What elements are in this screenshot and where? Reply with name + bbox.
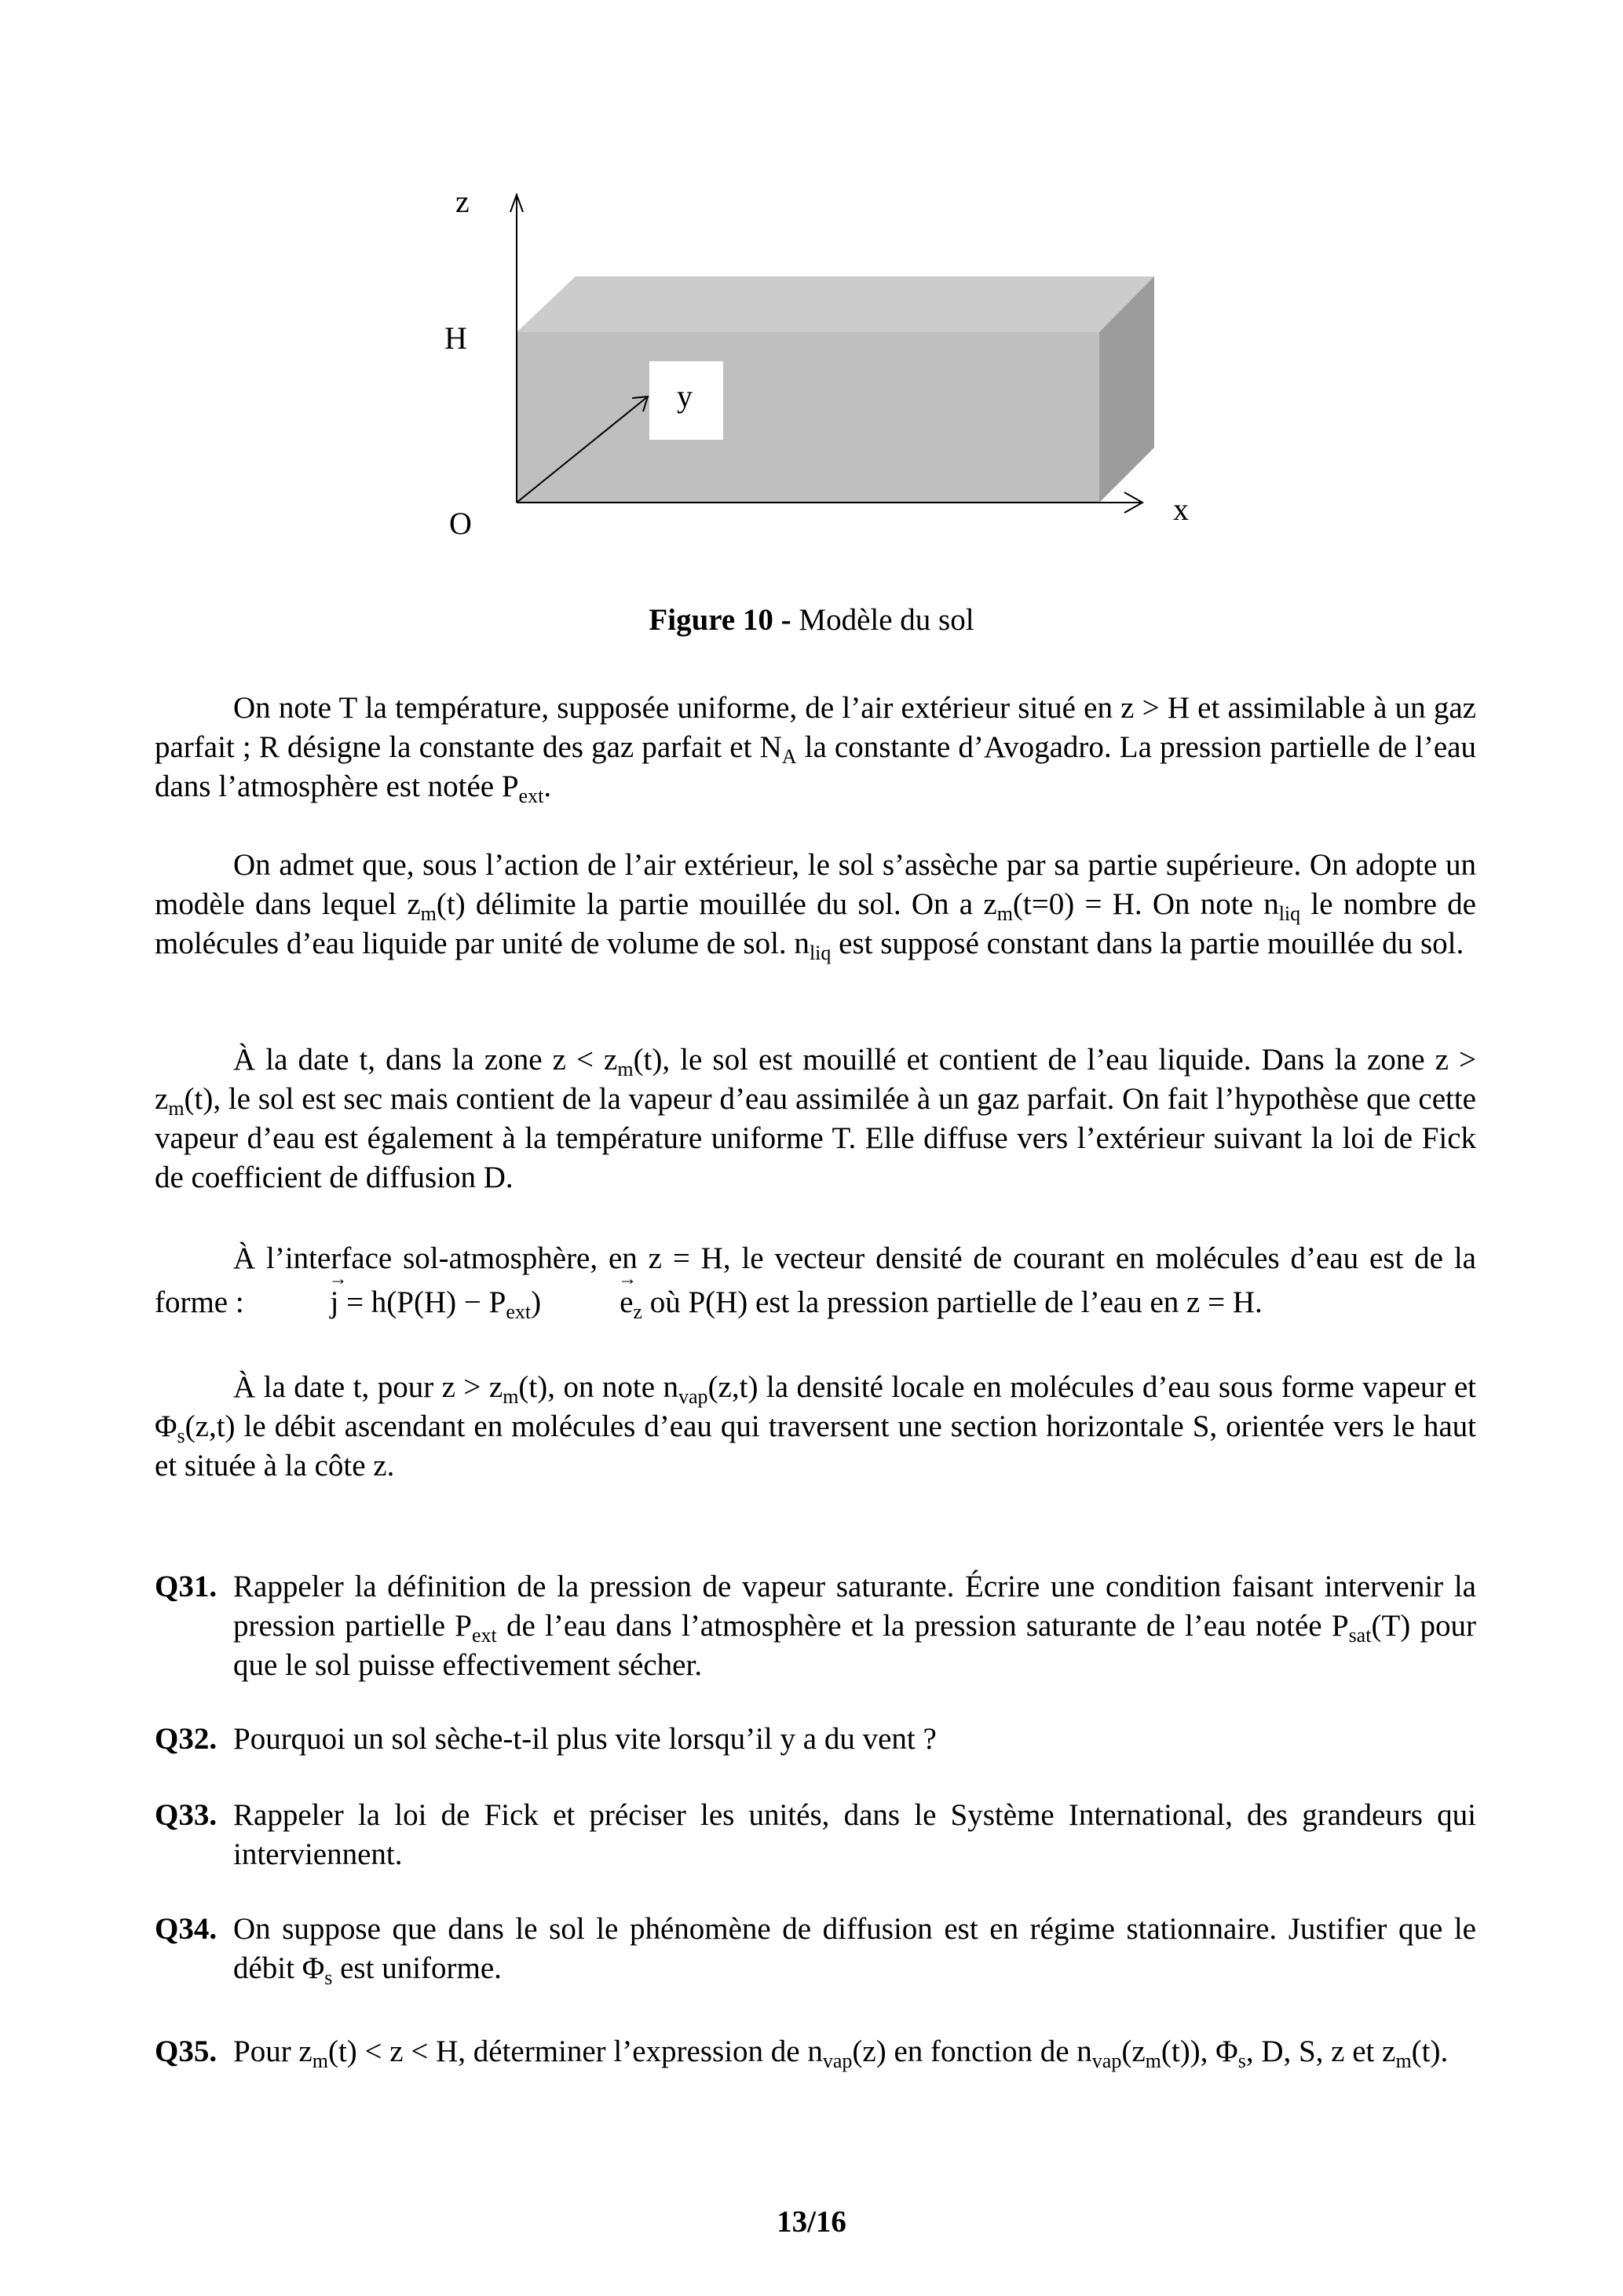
question-label: Q35. (155, 2035, 217, 2068)
text-run: . (543, 770, 552, 803)
subscript: sat (1348, 1624, 1372, 1647)
text-run: est supposé constant dans la partie mouillée du sol. (831, 927, 1464, 960)
paragraph-1 (155, 689, 1476, 806)
text-run: , D, S, z et z (1245, 2035, 1396, 2068)
subscript: s (324, 1966, 333, 1989)
text-run: = h(P(H) − P (338, 1285, 506, 1319)
subscript: m (503, 1385, 519, 1408)
text-run: On suppose que dans le sol le phénomène de diffusion est en régime stationnaire. Justifier que le débit Φ (233, 1912, 1476, 1985)
caption-number: Figure 10 - (649, 603, 791, 637)
question-label: Q31. (155, 1570, 217, 1603)
box-front-face (517, 332, 1099, 503)
subscript: m (1395, 2049, 1412, 2072)
text-run: ) (531, 1285, 542, 1319)
question-34 (155, 1910, 1476, 1988)
text-run: (t=0) = H. On note n (1012, 887, 1279, 921)
subscript: s (177, 1424, 185, 1447)
text-run: Pourquoi un sol sèche-t-il plus vite lorsqu’il y a du vent ? (233, 1722, 937, 1756)
subscript: vap (678, 1385, 708, 1408)
question-label: Q32. (155, 1722, 217, 1756)
paragraph-3 (155, 1040, 1476, 1197)
text-run: de l’eau dans l’atmosphère et la pression saturante de l’eau notée P (496, 1609, 1349, 1643)
subscript: m (420, 902, 437, 925)
paragraph-2 (155, 846, 1476, 963)
question-32 (155, 1720, 1476, 1759)
box-top-face (517, 276, 1154, 332)
text-run: (t). (1411, 2035, 1449, 2068)
subscript: liq (809, 941, 832, 964)
subscript: m (312, 2049, 328, 2072)
text-run: On admet que, sous l’action de l’air extérieur, le sol s’assèche par sa partie supérieure. On adopte un modèle dans lequel z (155, 848, 1476, 921)
caption-text: Modèle du sol (791, 603, 974, 637)
subscript: m (168, 1097, 185, 1120)
subscript: ext (471, 1624, 497, 1647)
question-text (233, 1910, 1476, 1988)
text-run: À l’interface sol-atmosphère, en z = H, le vecteur densité de courant en molécules d’eau est de la forme : (155, 1241, 1476, 1319)
text-run: (t), le sol est mouillé et contient de l’eau liquide. Dans la zone z > z (155, 1043, 1477, 1116)
subscript: vap (1091, 2049, 1122, 2072)
text-run: (z,t) le débit ascendant en molécules d’eau qui traversent une section horizontale S, orientée vers le haut et située à la côte z. (155, 1409, 1476, 1483)
text-run: On note T la température, supposée uniforme, de l’air extérieur situé en z > H et assimilable à un gaz parfait ; R désigne la constante des gaz parfait et N (155, 691, 1476, 764)
question-label: Q34. (155, 1912, 217, 1946)
text-run: où P(H) est la pression partielle de l’eau en z = H. (642, 1285, 1263, 1319)
text-run: (t), on note n (518, 1370, 679, 1404)
text-run: (z) en fonction de n (852, 2035, 1092, 2068)
vector-symbol: → j (251, 1281, 338, 1325)
text-run: (T) pour que le sol puisse effectivement sécher. (233, 1609, 1476, 1682)
subscript: ext (506, 1300, 532, 1323)
page-number: 13/16 (777, 2205, 846, 2239)
question-text (233, 1567, 1476, 1685)
subscript: m (1145, 2049, 1161, 2072)
text-run: À la date t, dans la zone z < z (233, 1043, 618, 1077)
subscript: liq (1278, 902, 1301, 925)
question-text (233, 1720, 1476, 1759)
soil-model-figure (0, 0, 1623, 565)
subscript: m (996, 902, 1013, 925)
paragraph-5 (155, 1368, 1476, 1486)
paragraph-4 (155, 1237, 1476, 1325)
label-O: O (449, 506, 472, 541)
text-run: Rappeler la loi de Fick et préciser les unités, dans le Système International, des grandeurs qui interviennent. (233, 1798, 1476, 1871)
text-run: (t), le sol est sec mais contient de la vapeur d’eau assimilée à un gaz parfait. On fait l’hypothèse que cette vapeur d’eau est également à la température uniforme T. Elle diffuse vers l’extérieur suivant la loi de Fick de coefficient de diffusion D. (155, 1082, 1476, 1194)
text-run: est uniforme. (332, 1951, 502, 1985)
text-run: (t)), Φ (1161, 2035, 1238, 2068)
text-run: Pour z (233, 2035, 313, 2068)
label-H: H (444, 320, 467, 356)
question-33 (155, 1796, 1476, 1874)
text-run: Rappeler la définition de la pression de vapeur saturante. Écrire une condition faisant intervenir la pression partielle P (233, 1570, 1476, 1643)
question-text (233, 2032, 1476, 2071)
question-31 (155, 1567, 1476, 1685)
label-y: y (677, 378, 693, 414)
subscript: s (1237, 2049, 1246, 2072)
text-run: la constante d’Avogadro. La pression partielle de l’eau dans l’atmosphère est notée P (155, 730, 1476, 803)
subscript: vap (822, 2049, 853, 2072)
text-run: (z (1121, 2035, 1146, 2068)
vector-symbol: → e (541, 1281, 633, 1325)
text-run: le nombre de molécules d’eau liquide par unité de volume de sol. n (155, 887, 1476, 960)
label-x: x (1173, 492, 1189, 527)
text-run: (t) délimite la partie mouillée du sol. On a z (436, 887, 997, 921)
subscript: A (781, 745, 797, 768)
label-z: z (455, 184, 470, 219)
text-run: (z,t) la densité locale en molécules d’eau sous forme vapeur et Φ (155, 1370, 1477, 1443)
text-run: À la date t, pour z > z (233, 1370, 503, 1404)
text-run: (t) < z < H, déterminer l’expression de n (327, 2035, 823, 2068)
subscript: ext (518, 784, 544, 807)
subscript: z (633, 1300, 642, 1323)
figure-caption (0, 601, 1623, 640)
question-text (233, 1796, 1476, 1874)
question-35 (155, 2032, 1476, 2071)
question-label: Q33. (155, 1798, 217, 1832)
subscript: m (617, 1058, 634, 1080)
